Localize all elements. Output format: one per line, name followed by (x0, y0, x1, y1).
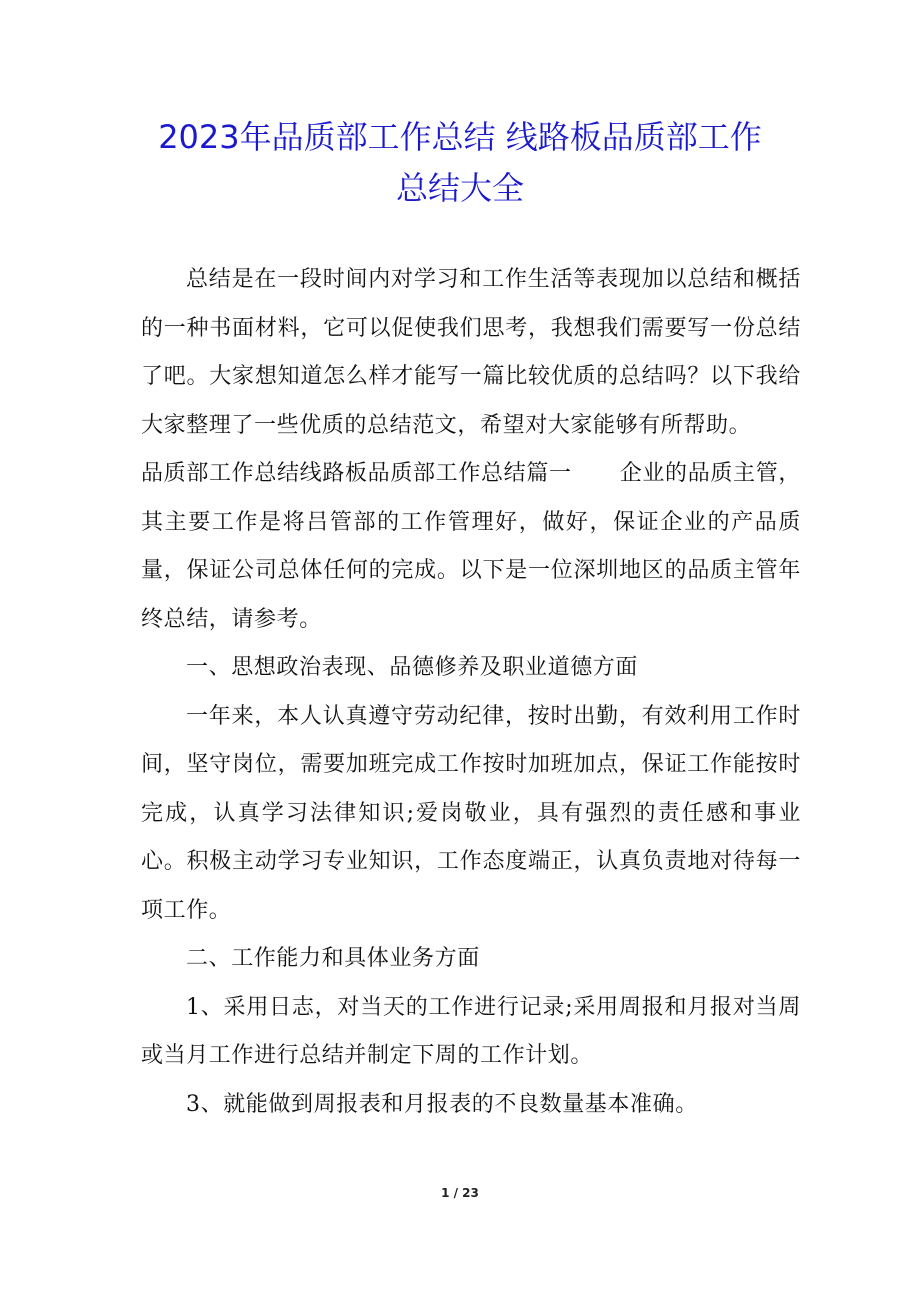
section-intro-text: 企业的品质主管，其主要工作是将吕管部的工作管理好，做好，保证企业的产品质量，保证公司总体任何的完成。以下是一位深圳地区的品质主管年终总结，请参考。 (141, 461, 801, 632)
body-paragraph-1: 一年来，本人认真遵守劳动纪律，按时出勤，有效利用工作时间，坚守岗位，需要加班完成工作按时加班加点，保证工作能按时完成，认真学习法律知识;爱岗敬业，具有强烈的责任感和事业心。积极主动学习专业知识，工作态度端正，认真负责地对待每一项工作。 (141, 703, 801, 923)
document-title (110, 112, 810, 214)
section-paragraph (141, 450, 801, 644)
intro-paragraph: 总结是在一段时间内对学习和工作生活等表现加以总结和概括的一种书面材料，它可以促使我们思考，我想我们需要写一份总结了吧。大家想知道怎么样才能写一篇比较优质的总结吗？以下我给大家整理了一些优质的总结范文，希望对大家能够有所帮助。 (141, 267, 801, 438)
section-heading: 品质部工作总结线路板品质部工作总结篇一 (141, 461, 572, 486)
subheading-2: 二、工作能力和具体业务方面 (186, 946, 480, 971)
title-line-2: 总结大全 (395, 169, 524, 207)
document-body (141, 256, 801, 1129)
subheading-1: 一、思想政治表现、品德修养及职业道德方面 (186, 655, 639, 680)
title-line-1: 2023年品质部工作总结 线路板品质部工作 (158, 118, 762, 156)
body-paragraph-3: 3、就能做到周报表和月报表的不良数量基本准确。 (186, 1091, 698, 1117)
body-paragraph-2: 1、采用日志，对当天的工作进行记录;采用周报和月报对当周或当月工作进行总结并制定下周的工作计划。 (141, 994, 801, 1068)
page-number: 1 / 23 (441, 1186, 479, 1200)
